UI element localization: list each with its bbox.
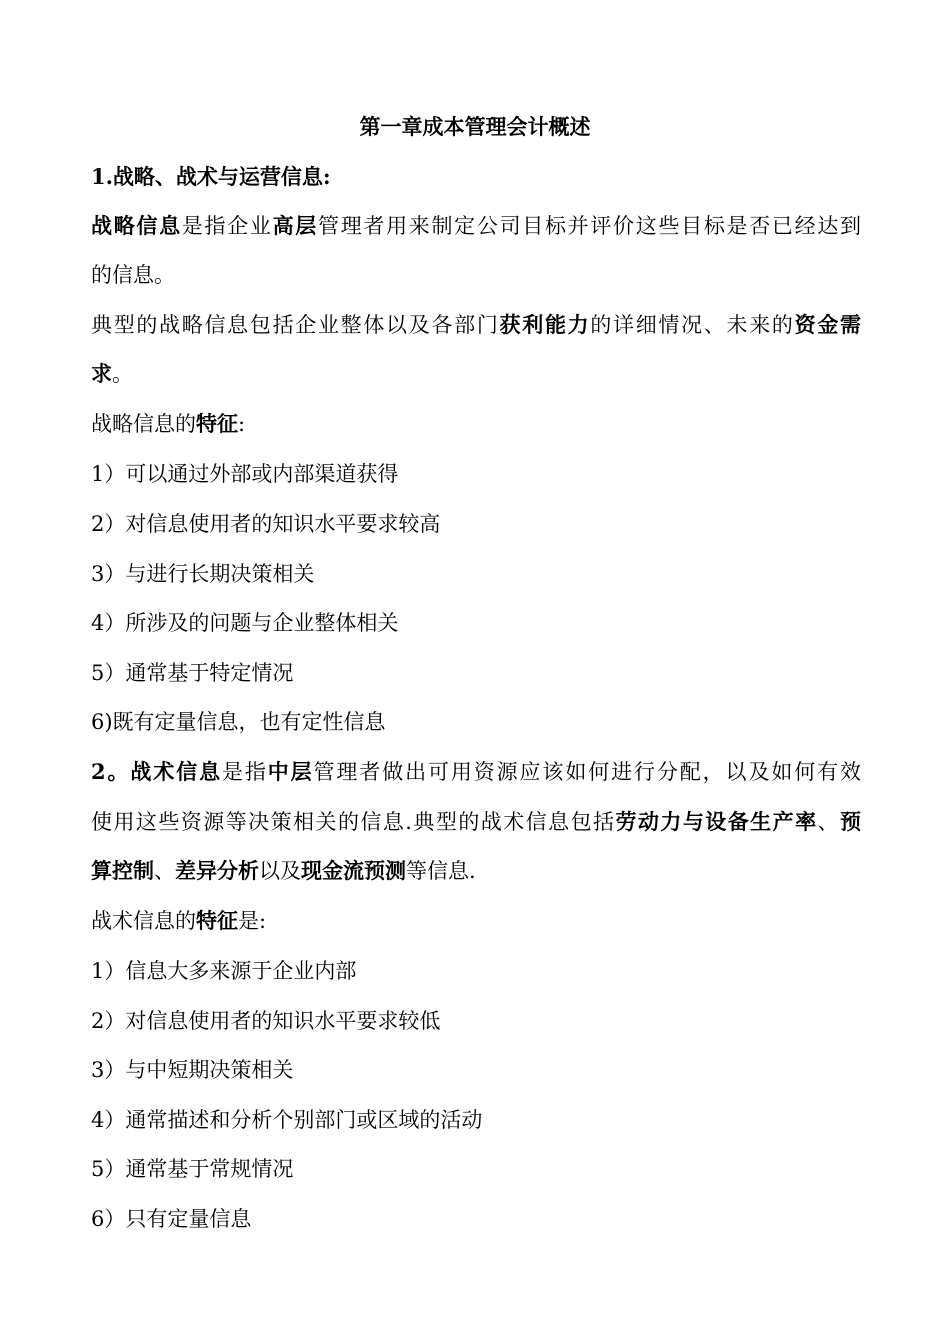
list-item: 2）对信息使用者的知识水平要求较高 <box>91 512 441 536</box>
list-item: 5）通常基于特定情况 <box>91 661 294 685</box>
strategic-definition-line1: 战略信息是指企业高层管理者用来制定公司目标并评价这些目标是否已经达到 <box>91 213 862 238</box>
list-item: 3）与中短期决策相关 <box>91 1058 294 1082</box>
tactical-features-intro: 战术信息的特征是: <box>91 908 267 933</box>
strategic-features-intro: 战略信息的特征: <box>91 411 246 436</box>
strategic-typical-line2: 求。 <box>91 361 133 386</box>
list-item: 2）对信息使用者的知识水平要求较低 <box>91 1009 441 1033</box>
list-item: 3）与进行长期决策相关 <box>91 562 315 586</box>
list-item: 4）所涉及的问题与企业整体相关 <box>91 611 399 635</box>
list-item: 1）信息大多来源于企业内部 <box>91 959 357 983</box>
list-item: 5）通常基于常规情况 <box>91 1157 294 1181</box>
list-item: 6）只有定量信息 <box>91 1207 252 1231</box>
list-item: 6)既有定量信息，也有定性信息 <box>91 710 386 734</box>
tactical-definition-line2: 使用这些资源等决策相关的信息.典型的战术信息包括劳动力与设备生产率、预 <box>91 809 861 834</box>
section1-heading: 1.战略、战术与运营信息: <box>91 164 331 189</box>
chapter-title: 第一章成本管理会计概述 <box>359 114 591 139</box>
list-item: 1）可以通过外部或内部渠道获得 <box>91 462 399 486</box>
strategic-definition-line2: 的信息。 <box>91 263 175 287</box>
tactical-definition-line1: 2。战术信息是指中层管理者做出可用资源应该如何进行分配，以及如何有效 <box>91 759 862 784</box>
strategic-typical-line1: 典型的战略信息包括企业整体以及各部门获利能力的详细情况、未来的资金需 <box>91 312 862 337</box>
list-item: 4）通常描述和分析个别部门或区域的活动 <box>91 1108 483 1132</box>
tactical-definition-line3: 算控制、差异分析以及现金流预测等信息. <box>91 858 476 883</box>
